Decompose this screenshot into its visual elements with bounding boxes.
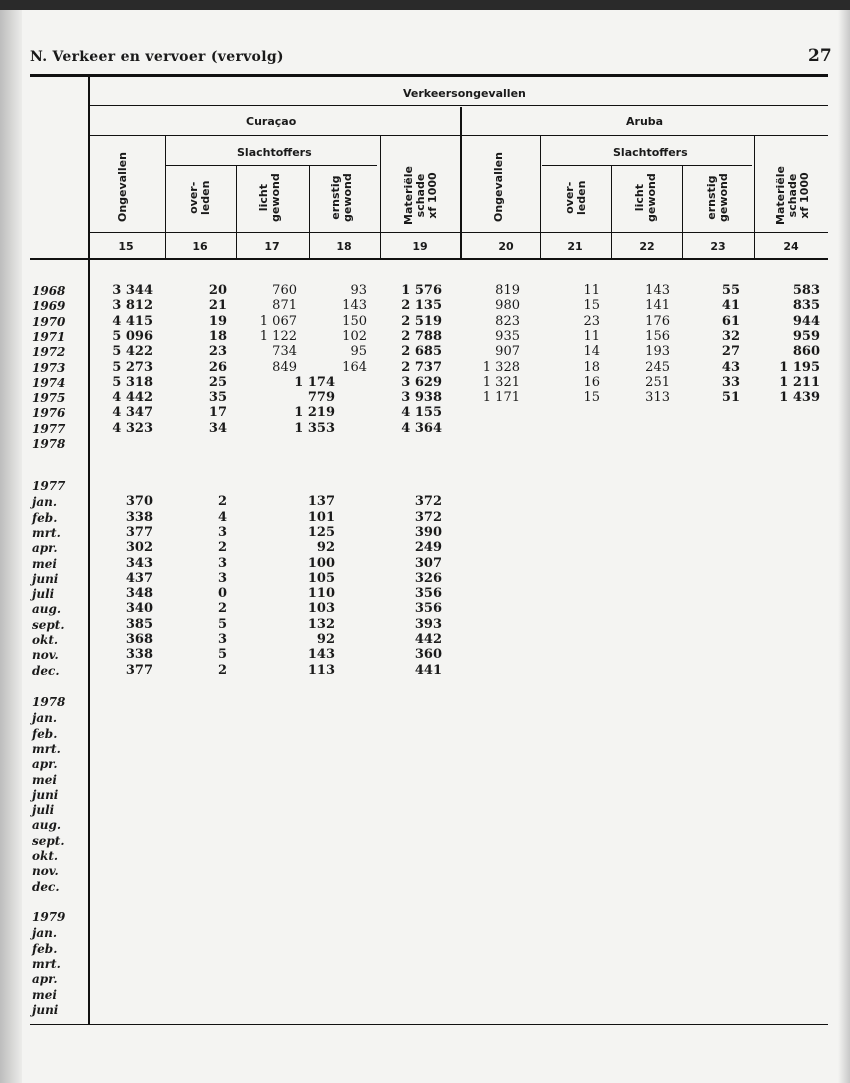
table-cell-c20: 823 (495, 313, 520, 329)
table-cell-c1718: 1 353 (294, 420, 335, 436)
table-cell-c21: 15 (583, 390, 600, 406)
page-gutter-shadow (0, 10, 22, 1083)
header-curacao: Curaçao (246, 115, 297, 128)
rule (542, 165, 752, 166)
table-cell-c19: 2 788 (401, 328, 442, 344)
table-cell-c15: 4 415 (112, 313, 153, 329)
column-number: 22 (639, 240, 655, 253)
table-cell-c19: 356 (414, 586, 442, 602)
table-cell-c18: 102 (342, 328, 367, 344)
table-cell-c1718: 101 (307, 509, 335, 525)
table-cell-c16: 2 (217, 494, 227, 510)
column-number: 20 (498, 240, 514, 253)
table-cell-c15: 385 (125, 616, 153, 632)
table-cell-c15: 377 (125, 524, 153, 540)
table-cell-c21: 18 (583, 359, 600, 375)
table-cell-c19: 442 (414, 632, 442, 647)
col-divider (540, 135, 541, 258)
column-number: 23 (710, 240, 726, 253)
page-number: 27 (808, 46, 832, 66)
table-cell-c21: 23 (583, 313, 600, 329)
table-cell-c16: 2 (217, 662, 227, 678)
table-cell-c24: 835 (792, 298, 820, 314)
col-divider (236, 165, 237, 258)
row-label: apr. (32, 541, 58, 556)
table-cell-c15: 343 (125, 555, 153, 571)
header-overleden-aruba: over- leden (563, 180, 588, 215)
header-slachtoffers-curacao: Slachtoffers (237, 146, 312, 159)
header-licht-gewond: licht gewond (257, 173, 282, 222)
table-cell-c23: 41 (721, 298, 740, 314)
header-ongevallen: Ongevallen (116, 152, 129, 222)
table-cell-c15: 3 812 (112, 298, 153, 314)
row-label: apr. (32, 757, 58, 772)
table-cell-c16: 25 (208, 374, 227, 390)
row-label: apr. (32, 972, 58, 987)
table-cell-c21: 14 (583, 344, 600, 360)
col-divider (380, 135, 381, 258)
row-label: mrt. (32, 741, 61, 756)
table-cell-c20: 935 (495, 328, 520, 344)
table-cell-c1718: 132 (307, 616, 335, 632)
page-title: N. Verkeer en vervoer (vervolg) (30, 49, 284, 65)
table-cell-c22: 193 (645, 344, 670, 360)
table-cell-c17: 760 (272, 283, 297, 298)
table-cell-c19: 4 364 (401, 420, 442, 436)
table-cell-c16: 2 (217, 540, 227, 556)
table-cell-c19: 2 685 (401, 344, 442, 360)
table-cell-c17: 734 (272, 344, 297, 360)
table-cell-c20: 1 328 (482, 359, 520, 375)
table-cell-c15: 340 (125, 601, 153, 617)
table-cell-c15: 377 (125, 662, 153, 678)
table-cell-c1718: 92 (316, 632, 335, 647)
table-cell-c23: 51 (721, 390, 740, 406)
table-cell-c22: 245 (645, 359, 670, 375)
table-cell-c16: 2 (217, 601, 227, 617)
table-cell-c20: 907 (495, 344, 520, 360)
table-cell-c16: 26 (208, 359, 227, 375)
header-slachtoffers-aruba: Slachtoffers (613, 146, 688, 159)
top-rule (30, 74, 828, 77)
table-cell-c24: 959 (792, 328, 820, 344)
row-label: juli (32, 803, 55, 818)
table-cell-c15: 348 (125, 586, 153, 602)
table-cell-c22: 313 (645, 390, 670, 406)
row-label: feb. (32, 510, 58, 525)
row-label: jan. (32, 711, 58, 726)
table-cell-c17: 1 067 (259, 313, 297, 329)
table-cell-c23: 55 (721, 283, 740, 298)
page-edge-shadow (838, 10, 850, 1083)
table-cell-c1718: 113 (307, 662, 335, 678)
table-cell-c22: 251 (645, 374, 670, 390)
table-cell-c17: 849 (272, 359, 297, 375)
row-label: mrt. (32, 956, 61, 971)
table-cell-c1718: 105 (307, 570, 335, 586)
header-ongevallen-aruba: Ongevallen (492, 152, 505, 222)
year-label: 1978 (32, 695, 66, 709)
row-label: 1974 (32, 375, 66, 390)
column-number: 19 (412, 240, 428, 253)
table-cell-c19: 249 (414, 540, 442, 556)
row-label: juli (32, 587, 55, 602)
table-cell-c20: 1 321 (482, 374, 520, 390)
column-number: 15 (118, 240, 134, 253)
table-cell-c16: 3 (217, 632, 227, 647)
row-label: 1968 (32, 284, 66, 298)
table-cell-c24: 1 195 (779, 359, 820, 375)
header-licht-gewond-aruba: licht gewond (633, 173, 658, 222)
table-cell-c16: 21 (208, 298, 227, 314)
row-label: juni (32, 571, 59, 586)
table-cell-c19: 2 519 (401, 313, 442, 329)
table-cell-c20: 980 (495, 298, 520, 314)
col-divider (165, 135, 166, 258)
table-cell-c15: 368 (125, 632, 153, 647)
table-cell-c16: 3 (217, 524, 227, 540)
table-cell-c19: 4 155 (401, 405, 442, 421)
header-materiele-schade: Materiële schade xf 1000 (402, 166, 439, 225)
table-cell-c19: 372 (414, 494, 442, 510)
table-cell-c16: 4 (217, 509, 227, 525)
table-cell-c1718: 103 (307, 601, 335, 617)
table-cell-c1718: 137 (307, 494, 335, 510)
table-cell-c16: 3 (217, 555, 227, 571)
table-cell-c15: 302 (125, 540, 153, 556)
row-label: dec. (32, 879, 60, 894)
row-label: 1970 (32, 314, 66, 329)
col-divider (754, 135, 755, 258)
column-number: 21 (567, 240, 583, 253)
table-cell-c16: 5 (217, 616, 227, 632)
table-cell-c22: 143 (645, 283, 670, 298)
table-cell-c19: 326 (414, 570, 442, 586)
table-cell-c19: 356 (414, 601, 442, 617)
table-cell-c15: 3 344 (112, 283, 153, 298)
row-label: aug. (32, 602, 62, 617)
table-cell-c16: 18 (208, 328, 227, 344)
table-cell-c15: 5 422 (112, 344, 153, 360)
col-divider (611, 165, 612, 258)
table-cell-c19: 3 629 (401, 374, 442, 390)
table-cell-c15: 437 (125, 570, 153, 586)
year-label: 1979 (32, 910, 66, 924)
row-label: nov. (32, 864, 59, 879)
table-cell-c16: 3 (217, 570, 227, 586)
table-cell-c21: 16 (583, 374, 600, 390)
table-cell-c1718: 143 (307, 647, 335, 663)
header-verkeersongevallen: Verkeersongevallen (403, 87, 526, 100)
table-cell-c19: 2 737 (401, 359, 442, 375)
table-cell-c24: 1 439 (779, 390, 820, 406)
row-label: juni (32, 787, 59, 802)
table-cell-c1718: 1 219 (294, 405, 335, 421)
row-label: 1975 (32, 391, 66, 406)
row-label: 1972 (32, 345, 66, 360)
table-cell-c1718: 100 (307, 555, 335, 571)
year-label: 1977 (32, 479, 66, 493)
table-cell-c16: 5 (217, 647, 227, 663)
table-cell-c1718: 92 (316, 540, 335, 556)
table-cell-c18: 93 (350, 283, 367, 298)
row-label: mrt. (32, 525, 61, 540)
table-cell-c15: 338 (125, 647, 153, 663)
table-cell-c21: 11 (583, 283, 600, 298)
table-cell-c16: 23 (208, 344, 227, 360)
row-label: 1969 (32, 299, 66, 314)
row-label: 1976 (32, 406, 66, 421)
table-cell-c23: 43 (721, 359, 740, 375)
table-cell-c24: 944 (792, 313, 820, 329)
table-cell-c24: 1 211 (779, 374, 820, 390)
table-cell-c18: 164 (342, 359, 367, 375)
table-cell-c20: 1 171 (482, 390, 520, 406)
table-cell-c16: 0 (217, 586, 227, 602)
table-cell-c15: 5 273 (112, 359, 153, 375)
table-cell-c23: 27 (721, 344, 740, 360)
table-cell-c15: 5 318 (112, 374, 153, 390)
row-label: feb. (32, 726, 58, 741)
table-cell-c24: 583 (792, 283, 820, 298)
row-label: dec. (32, 663, 60, 678)
header-bottom-rule (30, 258, 828, 260)
row-label: okt. (32, 849, 59, 863)
table-cell-c16: 19 (208, 313, 227, 329)
table-cell-c24: 860 (792, 344, 820, 360)
region-divider (460, 107, 462, 258)
header-ernstig-gewond: ernstig gewond (329, 173, 354, 222)
row-label: mei (32, 772, 57, 787)
rule (88, 105, 828, 106)
table-cell-c23: 33 (721, 374, 740, 390)
table-cell-c18: 150 (342, 313, 367, 329)
header-aruba: Aruba (626, 115, 664, 128)
column-number: 17 (264, 240, 280, 253)
row-label: 1978 (32, 437, 66, 451)
table-cell-c19: 372 (414, 509, 442, 525)
table-cell-c19: 360 (414, 647, 442, 663)
rule (88, 135, 828, 136)
row-label: 1977 (32, 421, 66, 436)
table-cell-c21: 11 (583, 328, 600, 344)
column-number: 24 (783, 240, 799, 253)
row-label: 1973 (32, 360, 66, 375)
col-divider (682, 165, 683, 258)
table-cell-c1718: 779 (307, 390, 335, 406)
table-cell-c19: 3 938 (401, 390, 442, 406)
table-cell-c23: 32 (721, 328, 740, 344)
column-number: 18 (336, 240, 352, 253)
table-cell-c19: 390 (414, 524, 442, 540)
bottom-rule (30, 1024, 828, 1025)
row-label: 1971 (32, 329, 66, 344)
table-cell-c15: 370 (125, 494, 153, 510)
table-cell-c16: 34 (208, 420, 227, 436)
table-cell-c15: 4 347 (112, 405, 153, 421)
table-cell-c19: 307 (414, 555, 442, 571)
table-cell-c21: 15 (583, 298, 600, 314)
table-cell-c22: 141 (645, 298, 670, 314)
rule (165, 165, 377, 166)
table-cell-c23: 61 (721, 313, 740, 329)
row-label: sept. (32, 833, 65, 848)
col-divider (309, 165, 310, 258)
table-cell-c18: 95 (350, 344, 367, 360)
table-cell-c17: 871 (272, 298, 297, 314)
row-label: feb. (32, 941, 58, 956)
table-cell-c1718: 1 174 (294, 374, 335, 390)
table-cell-c16: 20 (208, 283, 227, 298)
table-cell-c15: 4 323 (112, 420, 153, 436)
scan-edge (0, 0, 850, 10)
column-number: 16 (192, 240, 208, 253)
row-label: mei (32, 556, 57, 571)
table-cell-c18: 143 (342, 298, 367, 314)
table-cell-c16: 17 (208, 405, 227, 421)
row-label: nov. (32, 648, 59, 663)
row-label: okt. (32, 633, 59, 647)
table-cell-c22: 176 (645, 313, 670, 329)
table-cell-c16: 35 (208, 390, 227, 406)
row-label: sept. (32, 617, 65, 632)
row-label: juni (32, 1002, 59, 1017)
table-cell-c1718: 110 (307, 586, 335, 602)
table-cell-c1718: 125 (307, 524, 335, 540)
header-materiele-schade-aruba: Materiële schade xf 1000 (774, 166, 811, 225)
table-cell-c15: 4 442 (112, 390, 153, 406)
table-cell-c19: 2 135 (401, 298, 442, 314)
table-cell-c15: 338 (125, 509, 153, 525)
header-ernstig-gewond-aruba: ernstig gewond (705, 173, 730, 222)
header-overleden: over- leden (187, 180, 212, 215)
table-cell-c17: 1 122 (259, 328, 297, 344)
row-label: jan. (32, 926, 58, 941)
table-cell-c22: 156 (645, 328, 670, 344)
table-cell-c19: 393 (414, 616, 442, 632)
table-cell-c15: 5 096 (112, 328, 153, 344)
row-label: mei (32, 987, 57, 1002)
table-cell-c19: 441 (414, 662, 442, 678)
row-label: jan. (32, 495, 58, 510)
table-cell-c19: 1 576 (401, 283, 442, 298)
row-label: aug. (32, 818, 62, 833)
rule (88, 232, 828, 233)
table-cell-c20: 819 (495, 283, 520, 298)
